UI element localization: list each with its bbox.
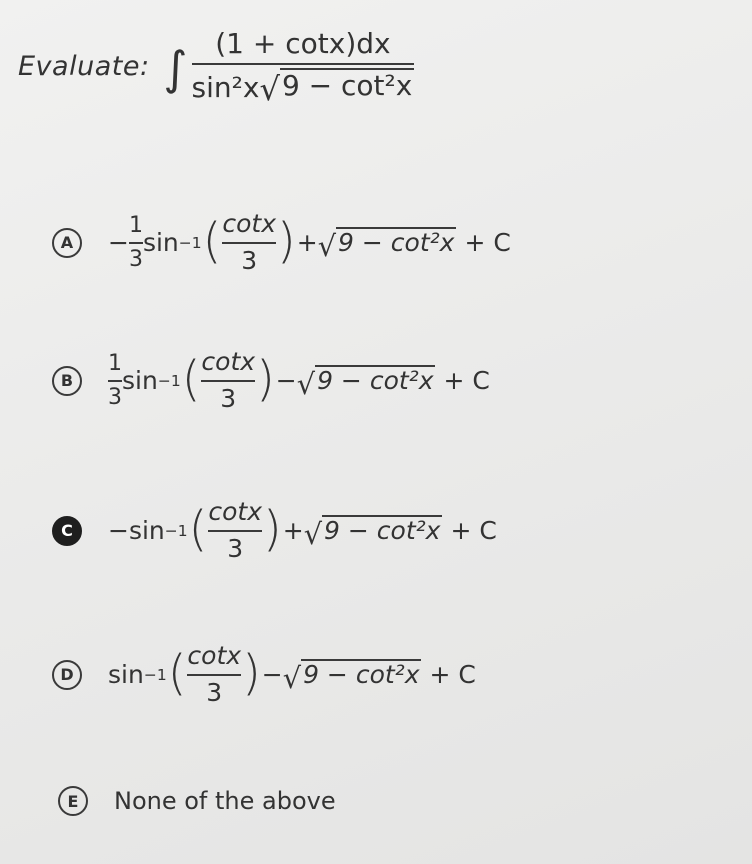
option-b-badge[interactable]: B [52, 366, 82, 396]
option-a[interactable] [52, 210, 511, 276]
coef-fraction: $\frac{1}{3}$ [108, 351, 122, 410]
option-c[interactable] [52, 498, 497, 564]
integrand-denominator [191, 68, 415, 109]
question [18, 27, 414, 109]
integrand-numerator: (1 + cotx)dx [215, 27, 391, 60]
option-b-expression: $\frac{1}{3}$ sin −1 ( $\frac{\cot x}{3}$ ) − √ 9 − cot²x + C [108, 347, 490, 413]
option-b[interactable] [52, 348, 490, 414]
option-c-badge[interactable]: C [52, 516, 82, 546]
func-name: sin [142, 228, 179, 258]
integrand-fraction [191, 27, 415, 109]
option-d-expression: sin −1 ( $\frac{\cot x}{3}$ ) − √ 9 − cot²x + C [108, 641, 476, 707]
arg-fraction: $\frac{\cot x}{3}$ [222, 209, 277, 275]
integral-sign: ∫ [163, 41, 188, 96]
option-d-badge[interactable]: D [52, 660, 82, 690]
option-e[interactable] [58, 786, 336, 816]
operator: + [296, 228, 318, 258]
denominator-radicand: 9 − cot²x [281, 69, 413, 103]
denominator-sqrt: √ 9 − cot²x [259, 69, 413, 109]
option-c-expression: − sin −1 ( $\frac{\cot x}{3}$ ) + √ 9 − cot²x + C [108, 497, 497, 563]
arg-fraction: $\frac{\cot x}{3}$ [208, 497, 263, 563]
sqrt: √ 9 − cot²x [303, 516, 441, 552]
constant: + C [464, 228, 511, 258]
option-d[interactable] [52, 642, 476, 708]
question-label: Evaluate: [18, 50, 150, 82]
coef-fraction: $\frac{1}{3}$ [128, 213, 143, 272]
sqrt: √ 9 − cot²x [317, 228, 455, 264]
arg-fraction: $\frac{\cot x}{3}$ [187, 641, 242, 707]
arg-fraction: $\frac{\cot x}{3}$ [201, 347, 256, 413]
sqrt: √ 9 − cot²x [282, 660, 420, 696]
fraction-bar [192, 63, 415, 65]
option-e-badge[interactable]: E [58, 786, 88, 816]
coef-sign: − [108, 228, 129, 258]
option-e-text: None of the above [114, 787, 336, 815]
option-a-badge[interactable]: A [52, 228, 82, 258]
sqrt: √ 9 − cot²x [296, 366, 434, 402]
denominator-prefix: sin²x [191, 71, 260, 105]
option-a-expression: − $\frac{1}{3}$ sin −1 ( $\frac{\cot x}{3}$ ) + √ 9 − cot²x + C [108, 209, 511, 275]
